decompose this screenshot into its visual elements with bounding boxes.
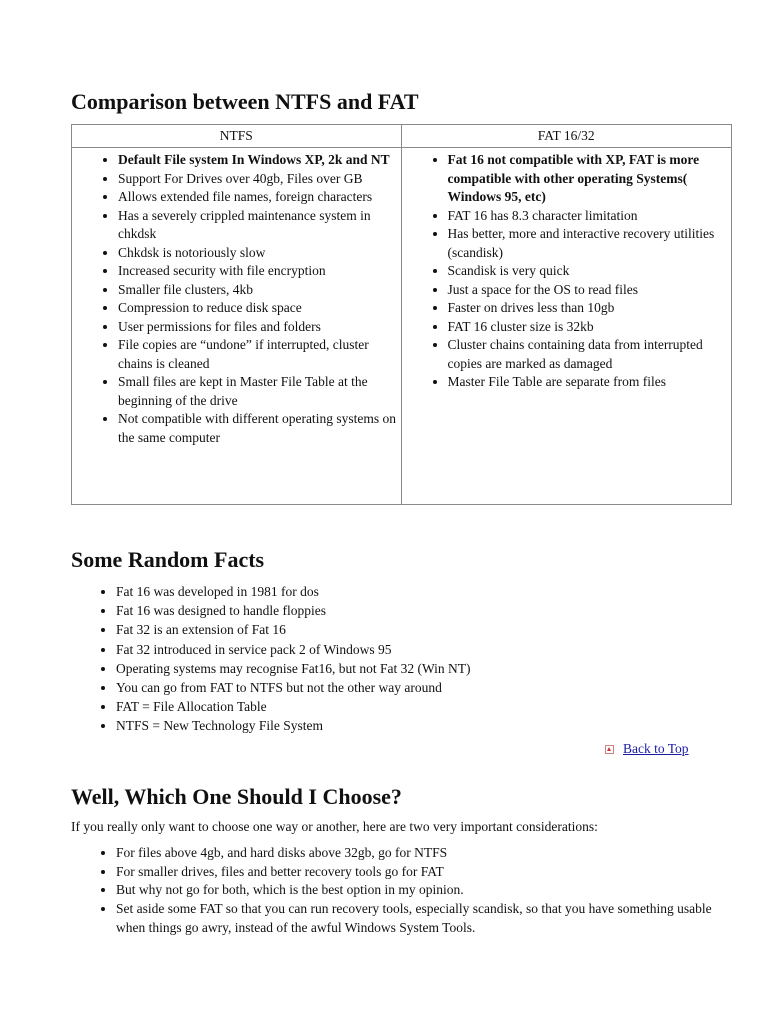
column-header-ntfs: NTFS: [72, 125, 402, 148]
back-to-top[interactable]: [605, 741, 689, 757]
list-item: • Chkdsk is notoriously slow: [118, 244, 399, 263]
list-item: • Master File Table are separate from files: [448, 373, 730, 392]
choose-intro: If you really only want to choose one way or another, here are two very important considerations:: [71, 819, 598, 834]
list-item: • Faster on drives less than 10gb: [448, 299, 730, 318]
list-item: • Has a severely crippled maintenance system in chkdsk: [118, 207, 399, 244]
list-item: • NTFS = New Technology File System: [116, 716, 471, 735]
fat-cell: [401, 148, 732, 505]
list-item: • Increased security with file encryption: [118, 262, 399, 281]
table-row: [72, 148, 732, 505]
list-item: • Fat 16 was developed in 1981 for dos: [116, 582, 471, 601]
list-item: • Just a space for the OS to read files: [448, 281, 730, 300]
list-item: • Fat 32 is an extension of Fat 16: [116, 620, 471, 639]
list-item: • Has better, more and interactive recovery utilities (scandisk): [448, 225, 730, 262]
list-item: • Operating systems may recognise Fat16, but not Fat 32 (Win NT): [116, 659, 471, 678]
ntfs-cell: [72, 148, 402, 505]
facts-list: [71, 582, 471, 736]
list-item: • Not compatible with different operating systems on the same computer: [118, 410, 399, 447]
list-item: • File copies are “undone” if interrupted, cluster chains is cleaned: [118, 336, 399, 373]
list-item: • For files above 4gb, and hard disks above 32gb, go for NTFS: [116, 844, 733, 863]
list-item: • Compression to reduce disk space: [118, 299, 399, 318]
list-item: • Default File system In Windows XP, 2k and NT: [118, 151, 399, 170]
choose-heading: Well, Which One Should I Choose?: [71, 784, 402, 809]
list-item: • FAT 16 has 8.3 character limitation: [448, 207, 730, 226]
list-item: • Smaller file clusters, 4kb: [118, 281, 399, 300]
list-item: • User permissions for files and folders: [118, 318, 399, 337]
list-item: • Small files are kept in Master File Table at the beginning of the drive: [118, 373, 399, 410]
comparison-heading: Comparison between NTFS and FAT: [71, 89, 419, 114]
back-to-top-link[interactable]: Back to Top: [623, 741, 689, 756]
list-item: • For smaller drives, files and better recovery tools go for FAT: [116, 863, 733, 882]
fat-feature-list: [402, 151, 730, 392]
table-header-row: [72, 125, 732, 148]
column-header-fat: FAT 16/32: [401, 125, 732, 148]
list-item: • Support For Drives over 40gb, Files over GB: [118, 170, 399, 189]
list-item: • FAT = File Allocation Table: [116, 697, 471, 716]
comparison-table: [71, 124, 732, 505]
list-item: • FAT 16 cluster size is 32kb: [448, 318, 730, 337]
list-item: • Fat 32 introduced in service pack 2 of Windows 95: [116, 640, 471, 659]
ntfs-feature-list: [72, 151, 399, 447]
list-item: • Cluster chains containing data from interrupted copies are marked as damaged: [448, 336, 730, 373]
list-item: • Set aside some FAT so that you can run recovery tools, especially scandisk, so that you have something usable when things go awry, instead of the awful Windows System Tools.: [116, 900, 733, 937]
list-item: • You can go from FAT to NTFS but not the other way around: [116, 678, 471, 697]
list-item: • Allows extended file names, foreign characters: [118, 188, 399, 207]
list-item: • Scandisk is very quick: [448, 262, 730, 281]
facts-heading: Some Random Facts: [71, 547, 265, 572]
choose-list: [71, 844, 733, 938]
list-item: • But why not go for both, which is the best option in my opinion.: [116, 881, 733, 900]
arrow-up-icon[interactable]: [605, 745, 614, 754]
list-item: • Fat 16 not compatible with XP, FAT is more compatible with other operating Systems( Windows 95, etc): [448, 151, 730, 207]
list-item: • Fat 16 was designed to handle floppies: [116, 601, 471, 620]
